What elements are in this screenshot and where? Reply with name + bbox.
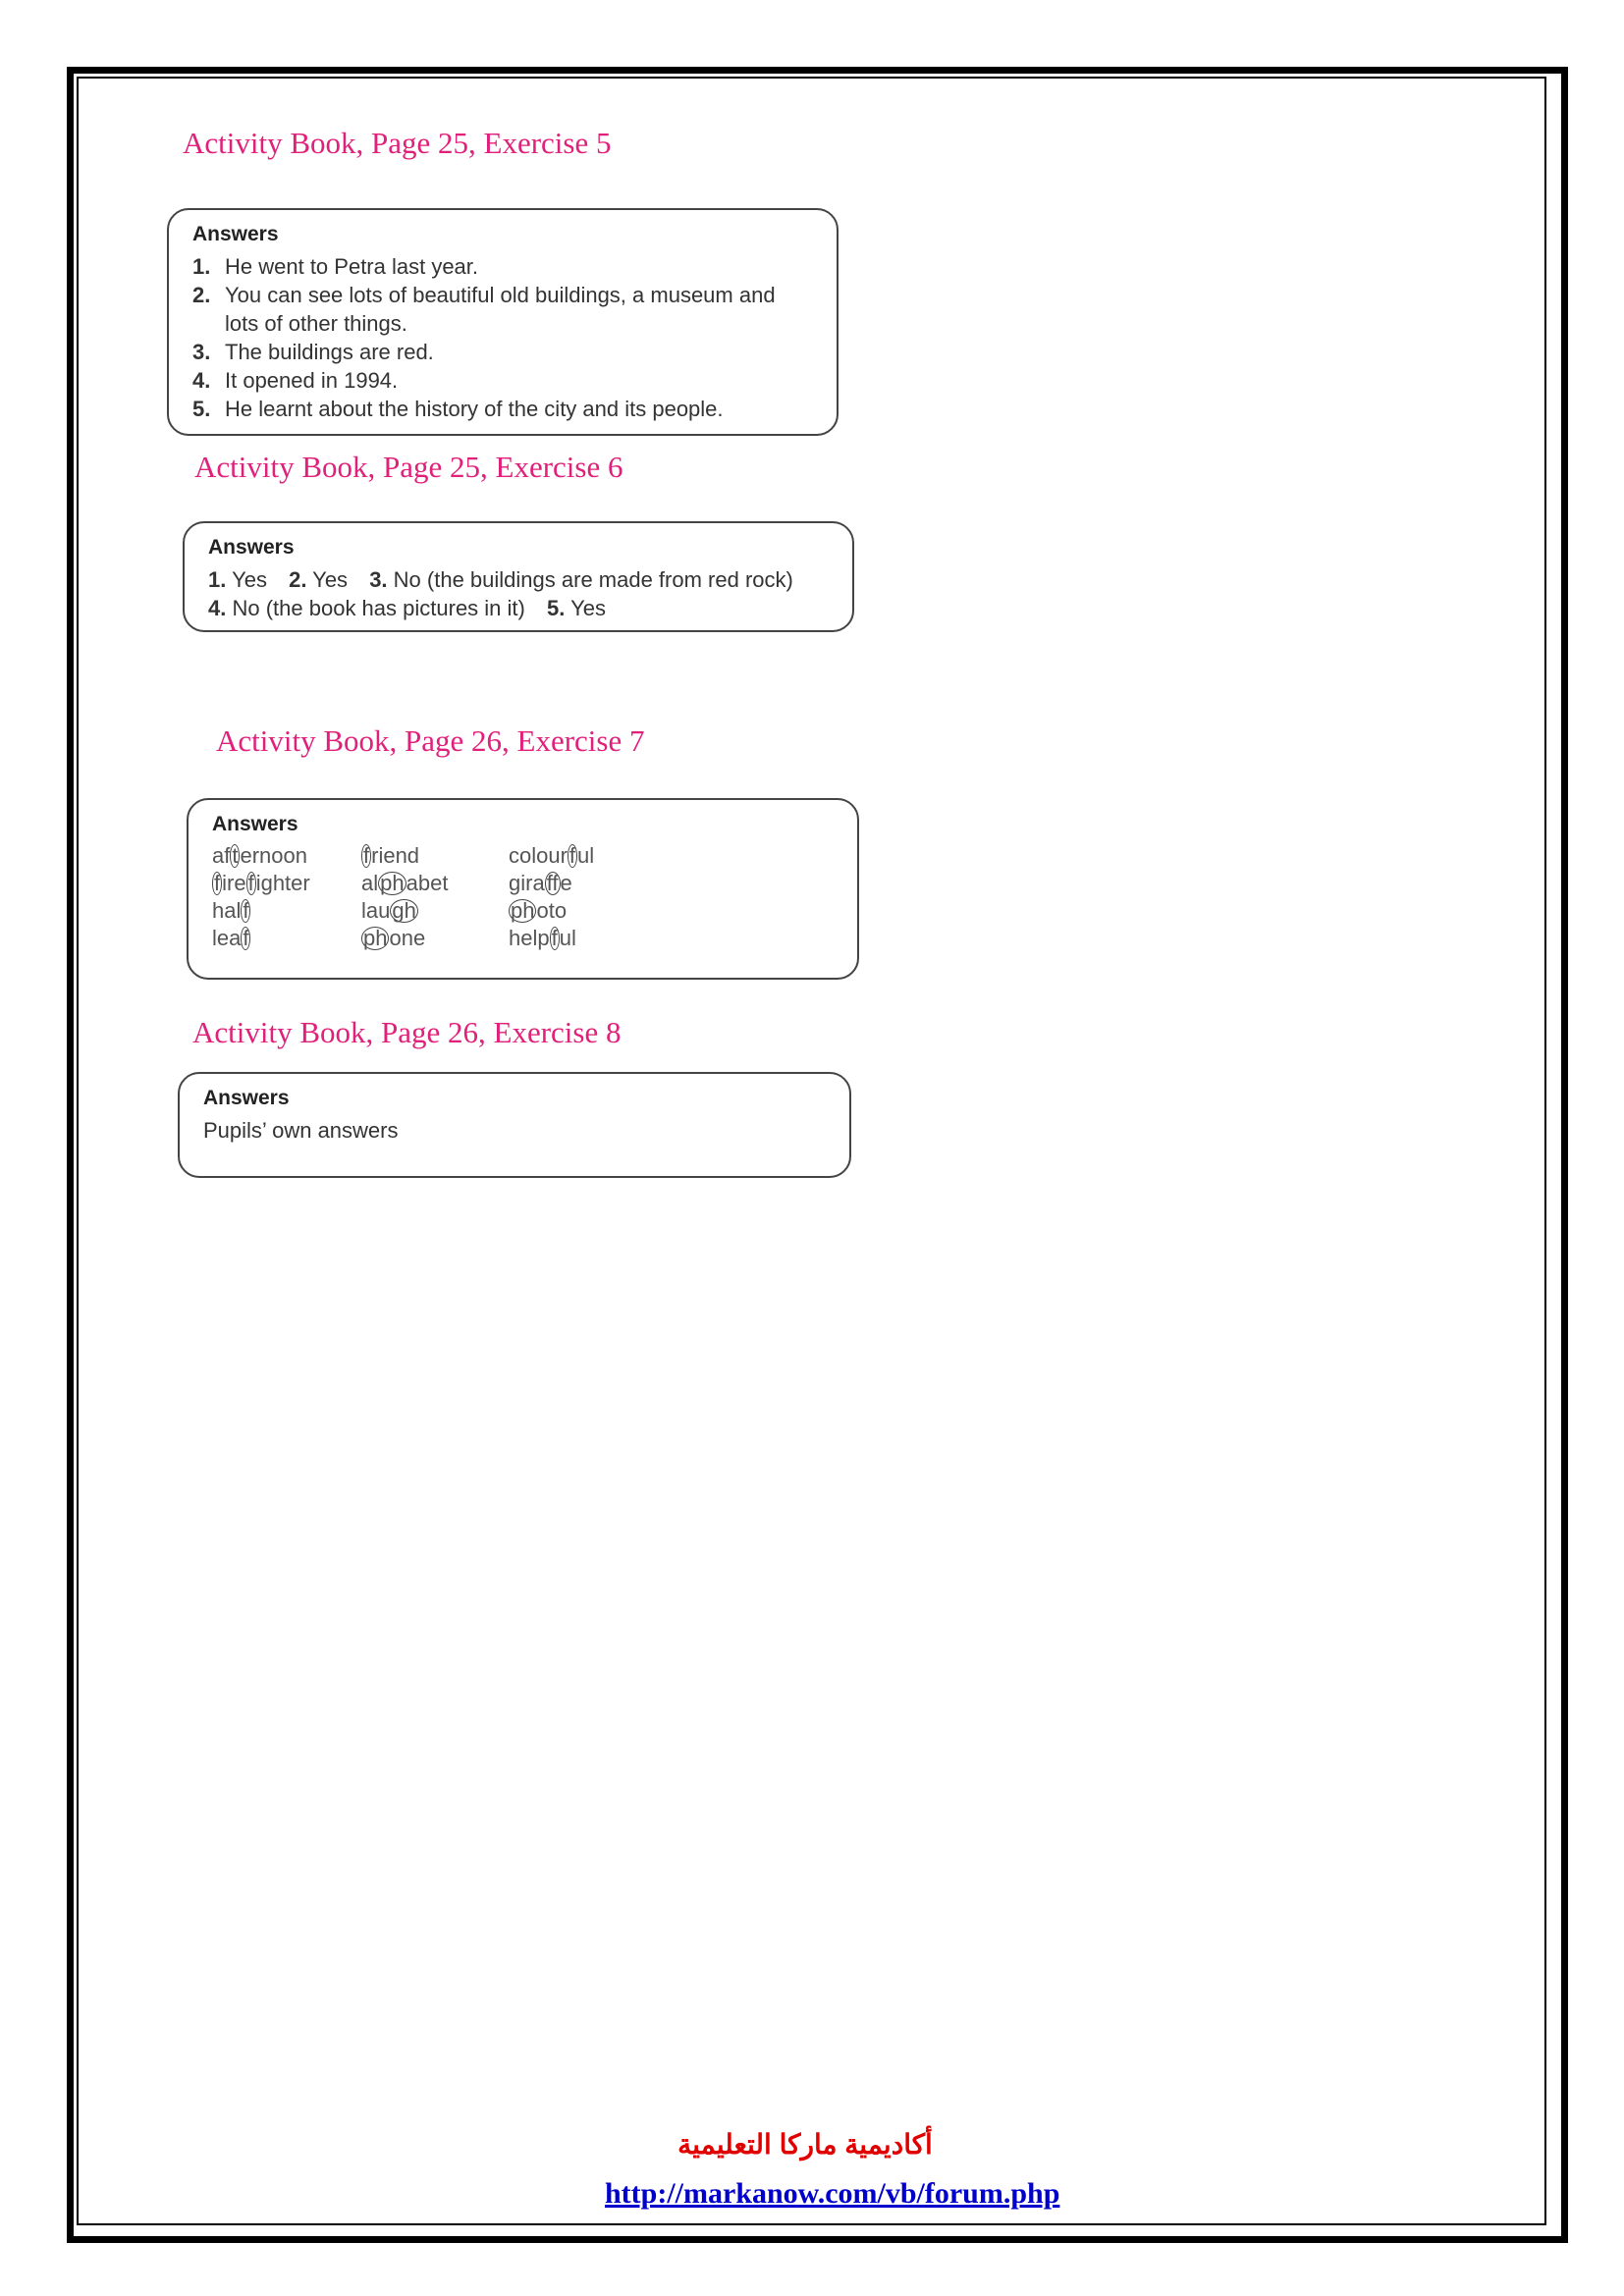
answer-number: 5.	[546, 596, 566, 620]
answer-number: 2.	[289, 567, 307, 592]
answer-item	[192, 338, 813, 366]
answer-number: 4.	[208, 596, 227, 620]
word-item: alphabet	[361, 871, 449, 895]
word-item: friend	[363, 843, 420, 868]
answer-text: Yes	[232, 567, 267, 592]
answer-text: No (the book has pictures in it)	[232, 596, 525, 620]
exercise-7-heading: Activity Book, Page 26, Exercise 7	[216, 723, 645, 758]
word-item: colourful	[509, 843, 595, 868]
answer-text: No (the buildings are made from red rock)	[393, 567, 793, 592]
answer-number: 1.	[192, 254, 211, 279]
exercise-8-answers-box	[178, 1072, 851, 1178]
answer-text: You can see lots of beautiful old buildings, a museum and lots of other things.	[225, 283, 776, 336]
footer-forum-link[interactable]: http://markanow.com/vb/forum.php	[605, 2177, 1060, 2210]
answer-item	[208, 567, 267, 592]
answer-item	[289, 567, 348, 592]
exercise-6-heading: Activity Book, Page 25, Exercise 6	[194, 450, 623, 484]
footer-academy-name: أكاديمية ماركا التعليمية	[677, 2129, 933, 2160]
answers-label: Answers	[212, 813, 298, 835]
exercise-8-heading: Activity Book, Page 26, Exercise 8	[192, 1015, 622, 1049]
answer-item	[192, 281, 813, 338]
word-item: afternoon	[212, 843, 307, 868]
exercise-8-answer: Pupils’ own answers	[203, 1118, 399, 1143]
word-item: laugh	[361, 898, 416, 923]
answer-item	[192, 395, 813, 423]
answer-text: The buildings are red.	[225, 340, 434, 364]
word-item: photo	[511, 898, 568, 923]
answer-item	[192, 366, 813, 395]
answer-text: Yes	[570, 596, 606, 620]
answer-number: 2.	[192, 283, 211, 307]
answer-item	[547, 596, 606, 620]
answer-number: 5.	[192, 397, 211, 421]
exercise-5-heading: Activity Book, Page 25, Exercise 5	[183, 126, 612, 160]
word-item: phone	[363, 926, 426, 950]
word-item: half	[212, 898, 249, 923]
exercise-6-answers-box	[183, 521, 854, 632]
answers-label: Answers	[203, 1087, 290, 1109]
answer-text: He learnt about the history of the city and its people.	[225, 397, 724, 421]
word-item: firefighter	[214, 871, 310, 895]
answer-item	[208, 596, 525, 620]
answer-text: He went to Petra last year.	[225, 254, 479, 279]
answers-label: Answers	[192, 223, 279, 245]
answer-text: It opened in 1994.	[225, 368, 399, 393]
answer-number: 4.	[192, 368, 211, 393]
answer-item	[192, 252, 813, 281]
exercise-5-answers-box	[167, 208, 839, 436]
word-item: giraffe	[509, 871, 572, 895]
word-item: leaf	[212, 926, 249, 950]
answer-number: 3.	[192, 340, 211, 364]
answers-label: Answers	[208, 536, 295, 559]
exercise-7-answers-box	[187, 798, 859, 980]
answer-number: 1.	[208, 567, 227, 592]
answer-text: Yes	[312, 567, 349, 592]
answer-number: 3.	[369, 567, 388, 592]
word-item: helpful	[509, 926, 576, 950]
answer-item	[369, 567, 793, 592]
